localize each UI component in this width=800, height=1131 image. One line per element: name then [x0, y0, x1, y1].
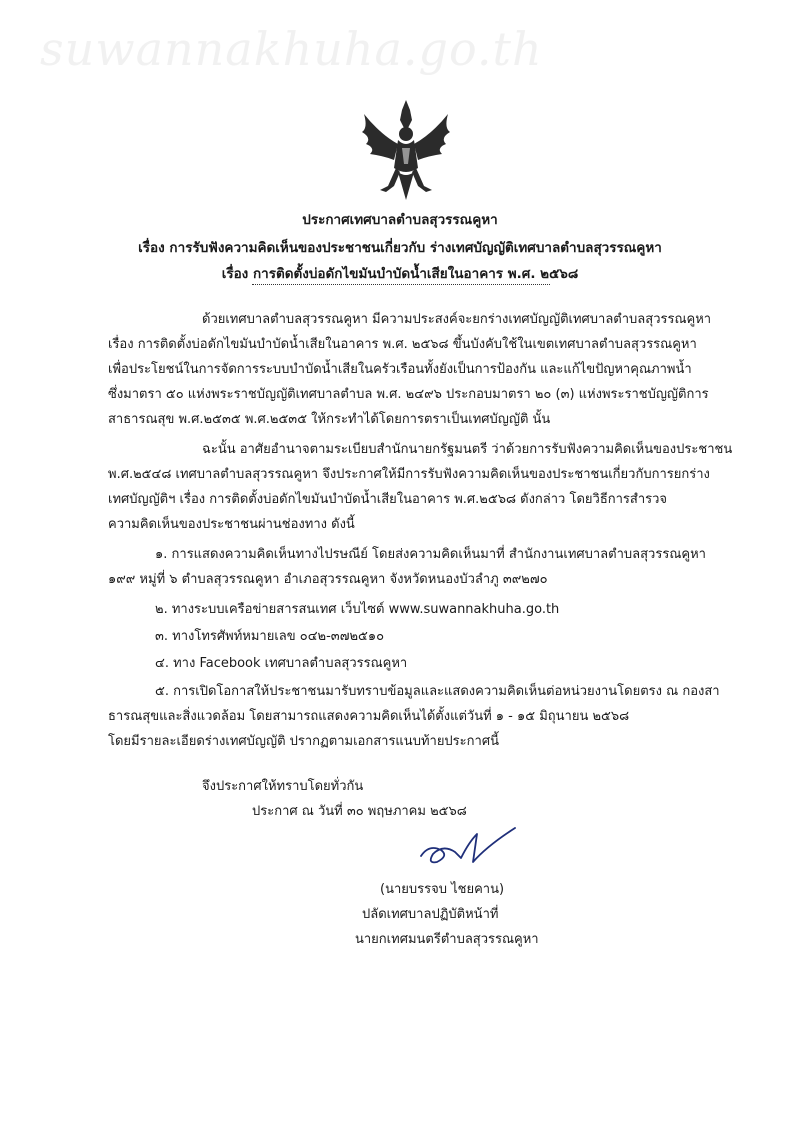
signer-position: ปลัดเทศบาลปฏิบัติหน้าที่: [362, 907, 499, 922]
subject-line-2: เรื่อง การติดตั้งบ่อดักไขมันบำบัดน้ำเสียในอาคาร พ.ศ. ๒๕๖๘: [221, 266, 579, 282]
channel-item-2: ๒. ทางระบบเครือข่ายสารสนเทศ เว็บไซต์ www.suwannakhuha.go.th: [155, 602, 560, 617]
announce-date: ประกาศ ณ วันที่ ๓๐ พฤษภาคม ๒๕๖๘: [252, 804, 467, 819]
channel-item-1-cont: ๑๙๙ หมู่ที่ ๖ ตำบลสุวรรณคูหา อำเภอสุวรรณคูหา จังหวัดหนองบัวลำภู ๓๙๒๗๐: [108, 572, 548, 587]
paragraph-2-line: ฉะนั้น อาศัยอำนาจตามระเบียบสำนักนายกรัฐมนตรี ว่าด้วยการรับฟังความคิดเห็นของประชาชน: [202, 442, 733, 457]
channel-item-3: ๓. ทางโทรศัพท์หมายเลข ๐๔๒-๓๗๒๕๑๐: [155, 629, 385, 644]
paragraph-2-line: พ.ศ.๒๕๔๘ เทศบาลตำบลสุวรรณคูหา จึงประกาศให้มีการรับฟังความคิดเห็นของประชาชนเกี่ยวกับการยกร่าง: [108, 467, 710, 482]
paragraph-1-line: ด้วยเทศบาลตำบลสุวรรณคูหา มีความประสงค์จะยกร่างเทศบัญญัติเทศบาลตำบลสุวรรณคูหา: [202, 312, 712, 327]
dotted-divider: [252, 284, 550, 285]
channel-item-1: ๑. การแสดงความคิดเห็นทางไปรษณีย์ โดยส่งความคิดเห็นมาที่ สำนักงานเทศบาลตำบลสุวรรณคูหา: [155, 547, 706, 562]
channel-item-4: ๔. ทาง Facebook เทศบาลตำบลสุวรรณคูหา: [155, 656, 408, 671]
announce-text: จึงประกาศให้ทราบโดยทั่วกัน: [202, 779, 364, 794]
paragraph-1-line: เพื่อประโยชน์ในการจัดการระบบบำบัดน้ำเสียในครัวเรือนทั้งยังเป็นการป้องกัน และแก้ไขปัญหาคุณภาพน้ำ: [108, 362, 692, 377]
garuda-emblem-icon: [358, 98, 454, 202]
paragraph-2-line: ความคิดเห็นของประชาชนผ่านช่องทาง ดังนี้: [108, 517, 355, 532]
paragraph-2-line: เทศบัญญัติฯ เรื่อง การติดตั้งบ่อดักไขมันบำบัดน้ำเสียในอาคาร พ.ศ.๒๕๖๘ ดังกล่าว โดยวิธีการสำรวจ: [108, 492, 668, 507]
paragraph-1-line: สาธารณสุข พ.ศ.๒๕๓๕ พ.ศ.๒๕๓๕ ให้กระทำได้โดยการตราเป็นเทศบัญญัติ นั้น: [108, 412, 551, 427]
signature-mark: [415, 822, 525, 872]
channel-item-5-cont: โดยมีรายละเอียดร่างเทศบัญญัติ ปรากฏตามเอกสารแนบท้ายประกาศนี้: [108, 734, 499, 749]
announcement-title: ประกาศเทศบาลตำบลสุวรรณคูหา: [302, 212, 498, 228]
signer-name: (นายบรรจบ ไชยคาน): [380, 882, 505, 897]
paragraph-1-line: เรื่อง การติดตั้งบ่อดักไขมันบำบัดน้ำเสียในอาคาร พ.ศ. ๒๕๖๘ ขึ้นบังคับใช้ในเขตเทศบาลตำบลสุวรรณคูหา: [108, 337, 697, 352]
channel-item-5-cont: ธารณสุขและสิ่งแวดล้อม โดยสามารถแสดงความคิดเห็นได้ตั้งแต่วันที่ ๑ - ๑๕ มิถุนายน ๒๕๖๘: [108, 709, 630, 724]
watermark: suwannakhuha.go.th: [40, 22, 543, 76]
channel-item-5: ๕. การเปิดโอกาสให้ประชาชนมารับทราบข้อมูลและแสดงความคิดเห็นต่อหน่วยงานโดยตรง ณ กองสา: [155, 684, 720, 699]
signer-role: นายกเทศมนตรีตำบลสุวรรณคูหา: [355, 932, 539, 947]
subject-line: เรื่อง การรับฟังความคิดเห็นของประชาชนเกี่ยวกับ ร่างเทศบัญญัติเทศบาลตำบลสุวรรณคูหา: [138, 240, 662, 256]
paragraph-1-line: ซึ่งมาตรา ๕๐ แห่งพระราชบัญญัติเทศบาลตำบล พ.ศ. ๒๔๙๖ ประกอบมาตรา ๒๐ (๓) แห่งพระราชบัญญัติการ: [108, 387, 709, 402]
